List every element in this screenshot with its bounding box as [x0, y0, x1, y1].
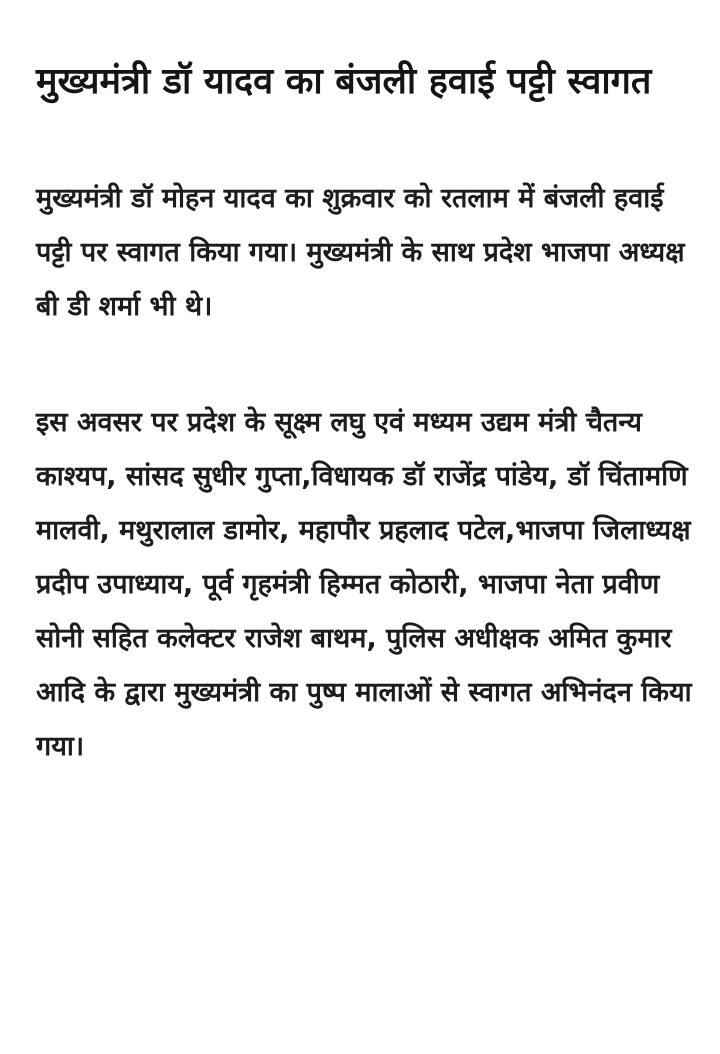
article-paragraph-1: मुख्यमंत्री डॉ मोहन यादव का शुक्रवार को रतलाम में बंजली हवाई पट्टी पर स्वागत किया गया। मुख्यमंत्री के साथ प्रदेश भाजपा अध्यक्ष बी डी शर्मा भी थे।: [36, 183, 685, 322]
article-paragraph-2: इस अवसर पर प्रदेश के सूक्ष्म लघु एवं मध्यम उद्यम मंत्री चैतन्य काश्यप, सांसद सुधीर गुप्ता,विधायक डॉ राजेंद्र पांडेय, डॉ चिंतामणि मालवी, मथुरालाल डामोर, महापौर प्रहलाद पटेल,भाजपा जिलाध्यक्ष प्रदीप उपाध्याय, पूर्व गृहमंत्री हिम्मत कोठारी, भाजपा नेता प्रवीण सोनी सहित कलेक्टर राजेश बाथम, पुलिस अधीक्षक अमित कुमार आदि के द्वारा मुख्यमंत्री का पुष्प मालाओं से स्वागत अभिनंदन किया गया।: [36, 407, 692, 762]
news-article: [36, 0, 696, 774]
article-headline: मुख्यमंत्री डॉ यादव का बंजली हवाई पट्टी स्वागत: [36, 61, 652, 102]
